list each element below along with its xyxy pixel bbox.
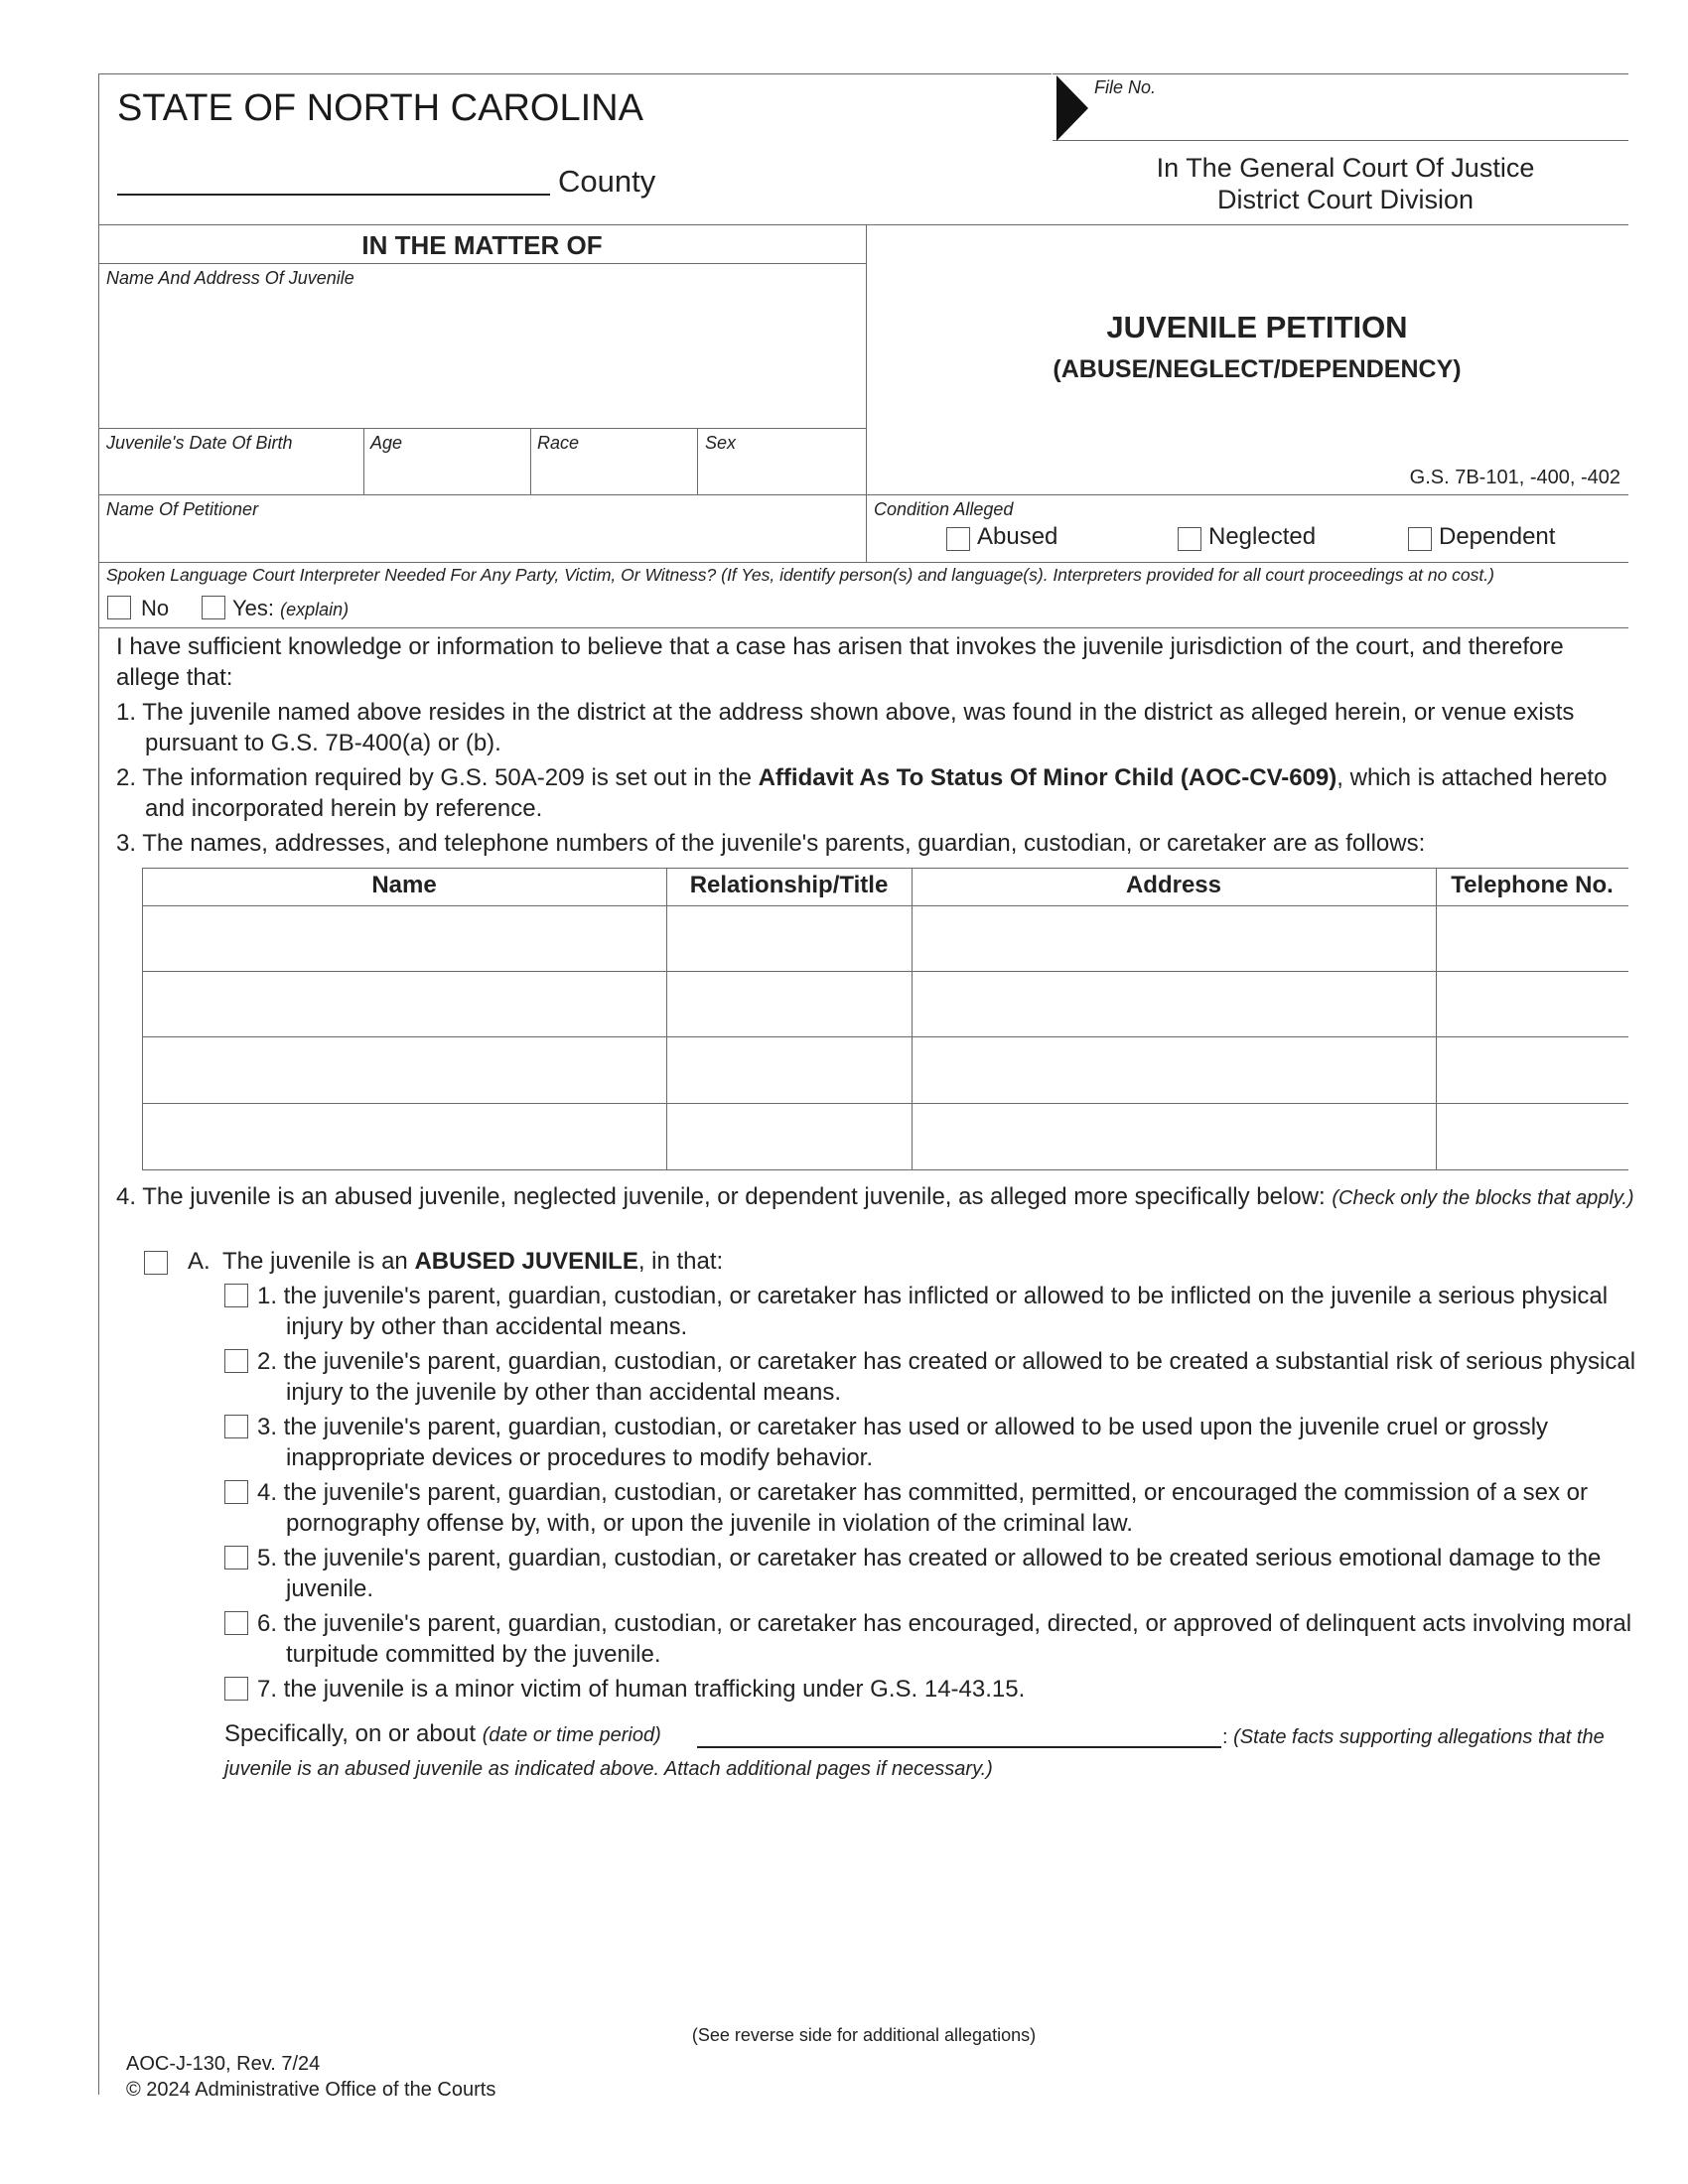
table-row-line-2 — [142, 1036, 1628, 1037]
file-no-field[interactable] — [1092, 99, 1623, 137]
table-top-line — [142, 868, 1628, 869]
state-title: STATE OF NORTH CAROLINA — [117, 87, 643, 129]
copyright: © 2024 Administrative Office of the Courts — [126, 2079, 496, 2101]
interpreter-question: Spoken Language Court Interpreter Needed For Any Party, Victim, Or Witness? (If Yes, identify person(s) and language(s). Interpreters provided for all court proceedings at no cost.) — [106, 565, 1494, 585]
abuse-item-5: 5. the juvenile's parent, guardian, custodian, or caretaker has created or allowed to be created serious emotional damage to the juvenile. — [257, 1545, 1602, 1602]
table-row-line-3 — [142, 1103, 1628, 1104]
table-row[interactable] — [144, 1038, 1626, 1101]
name-address-label: Name And Address Of Juvenile — [106, 268, 354, 288]
dob-label: Juvenile's Date Of Birth — [106, 433, 293, 453]
file-no-label: File No. — [1094, 77, 1157, 97]
dependent-checkbox[interactable] — [1408, 527, 1432, 551]
column-header-telephone: Telephone No. — [1451, 872, 1614, 898]
abused-checkbox[interactable] — [946, 527, 970, 551]
table-header-line — [142, 905, 1628, 906]
column-header-address: Address — [1125, 872, 1222, 898]
court-line-1: In The General Court Of Justice — [1156, 153, 1535, 183]
interpreter-yes-checkbox[interactable] — [202, 596, 225, 619]
allegation-4-instruction: (Check only the blocks that apply.) — [1332, 1187, 1634, 1209]
abuse-item-4-checkbox[interactable] — [224, 1480, 248, 1504]
abuse-item-6: 6. the juvenile's parent, guardian, custodian, or caretaker has encouraged, directed, or approved of delinquent acts involving moral turpitude committed by the juvenile. — [257, 1610, 1632, 1668]
interpreter-no-checkbox[interactable] — [107, 596, 131, 619]
abused-heading-bold: ABUSED JUVENILE — [414, 1248, 638, 1275]
table-row[interactable] — [144, 1105, 1626, 1167]
allegation-2-pre: 2. The information required by G.S. 50A-209 is set out in the — [116, 764, 759, 791]
abuse-item-7: 7. the juvenile is a minor victim of human trafficking under G.S. 14-43.15. — [257, 1676, 1026, 1703]
specifically-text: Specifically, on or about — [224, 1720, 477, 1747]
sex-label: Sex — [705, 433, 737, 453]
abused-heading-post: , in that: — [637, 1248, 724, 1275]
abuse-item-1: 1. the juvenile's parent, guardian, custodian, or caretaker has inflicted or allowed to be inflicted on the juvenile a serious physical injury by other than accidental means. — [257, 1283, 1609, 1340]
table-left-line — [142, 868, 143, 1169]
interpreter-explain-text: (explain) — [280, 600, 350, 619]
facts-area[interactable] — [224, 1795, 1615, 2013]
intro-paragraph: I have sufficient knowledge or information to believe that a case has arisen that invokes the juvenile jurisdiction of the court, and therefore allege that: — [116, 633, 1564, 691]
table-row[interactable] — [144, 907, 1626, 969]
file-no-arrow-icon — [1056, 75, 1088, 141]
abuse-item-2-checkbox[interactable] — [224, 1349, 248, 1373]
race-sex-divider — [697, 428, 698, 494]
abused-juvenile-checkbox[interactable] — [144, 1251, 168, 1275]
petitioner-row-bottom-line — [98, 562, 1628, 563]
allegation-4-text: 4. The juvenile is an abused juvenile, neglected juvenile, or dependent juvenile, as alleged more specifically below: — [116, 1183, 1326, 1210]
abused-heading-pre: The juvenile is an — [222, 1248, 415, 1275]
abused-section-heading — [222, 1248, 723, 1276]
dependent-option-label: Dependent — [1439, 523, 1556, 550]
dob-age-divider — [363, 428, 364, 494]
top-border — [98, 73, 1052, 74]
interpreter-yes-label — [232, 596, 349, 621]
abuse-item-4: 4. the juvenile's parent, guardian, custodian, or caretaker has committed, permitted, or encouraged the commission of a sex or pornography offense by, with, or upon the juvenile in violation of the criminal law. — [257, 1479, 1588, 1537]
race-label: Race — [537, 433, 580, 453]
file-no-top-border — [1053, 73, 1628, 74]
file-no-bottom-border — [1053, 140, 1628, 141]
dob-row-top-line — [98, 428, 866, 429]
form-title: JUVENILE PETITION — [1106, 310, 1408, 344]
age-label: Age — [370, 433, 403, 453]
table-row[interactable] — [144, 973, 1626, 1034]
matter-heading: IN THE MATTER OF — [361, 230, 603, 260]
allegation-4 — [116, 1181, 1646, 1214]
name-address-field[interactable] — [103, 293, 860, 424]
table-row-line-1 — [142, 971, 1628, 972]
county-field[interactable] — [117, 194, 550, 196]
allegation-1: 1. The juvenile named above resides in the district at the address shown above, was found in the district as alleged herein, or venue exists pursuant to G.S. 7B-400(a) or (b). — [116, 699, 1575, 756]
neglected-option-label: Neglected — [1208, 523, 1317, 550]
column-header-name: Name — [371, 872, 437, 898]
colon: : — [1222, 1726, 1228, 1748]
abuse-item-3-checkbox[interactable] — [224, 1415, 248, 1438]
matter-heading-line — [98, 263, 866, 264]
statute-reference: G.S. 7B-101, -400, -402 — [1409, 467, 1620, 488]
abuse-item-7-checkbox[interactable] — [224, 1677, 248, 1701]
abuse-item-2: 2. the juvenile's parent, guardian, custodian, or caretaker has created or allowed to be created a substantial risk of serious physical injury to the juvenile by other than accidental means. — [257, 1348, 1636, 1406]
abuse-item-6-checkbox[interactable] — [224, 1611, 248, 1635]
court-line-2: District Court Division — [1216, 185, 1475, 214]
abuse-item-5-checkbox[interactable] — [224, 1546, 248, 1570]
abused-section-letter: A. — [188, 1248, 211, 1275]
allegation-2 — [116, 762, 1646, 824]
matter-divider — [866, 224, 867, 562]
table-bottom-line — [142, 1169, 1628, 1170]
left-border — [98, 73, 99, 2095]
county-label: County — [558, 164, 656, 199]
date-hint: (date or time period) — [482, 1724, 661, 1746]
state-facts-instruction — [224, 1721, 1615, 1785]
form-id: AOC-J-130, Rev. 7/24 — [126, 2053, 321, 2075]
state-facts-text: (State facts supporting allegations that the juvenile is an abused juvenile as indicated above. Attach additional pages if necessary.) — [224, 1726, 1605, 1780]
header-bottom-border — [98, 224, 1628, 225]
interpreter-yes-text: Yes: — [232, 596, 275, 620]
abused-option-label: Abused — [977, 523, 1058, 550]
interpreter-no-label: No — [141, 596, 170, 620]
form-subtitle: (ABUSE/NEGLECT/DEPENDENCY) — [1053, 355, 1462, 383]
affidavit-reference: Affidavit As To Status Of Minor Child (AOC-CV-609) — [758, 764, 1337, 791]
dob-row-bottom-line — [98, 494, 1628, 495]
petitioner-label: Name Of Petitioner — [106, 499, 259, 519]
column-header-relationship: Relationship/Title — [689, 872, 889, 898]
allegation-3: 3. The names, addresses, and telephone numbers of the juvenile's parents, guardian, custodian, or caretaker are as follows: — [116, 830, 1426, 857]
petitioner-field[interactable] — [103, 522, 860, 558]
see-reverse-note: (See reverse side for additional allegations) — [691, 2025, 1037, 2045]
allegation-2-post: , which is attached hereto and incorporated herein by reference. — [145, 764, 1608, 822]
age-race-divider — [530, 428, 531, 494]
condition-label: Condition Alleged — [874, 499, 1014, 519]
abuse-item-3: 3. the juvenile's parent, guardian, custodian, or caretaker has used or allowed to be used upon the juvenile cruel or grossly inappropriate devices or procedures to modify behavior. — [257, 1414, 1549, 1471]
interpreter-row-bottom-line — [98, 627, 1628, 628]
abuse-item-1-checkbox[interactable] — [224, 1284, 248, 1307]
neglected-checkbox[interactable] — [1178, 527, 1201, 551]
